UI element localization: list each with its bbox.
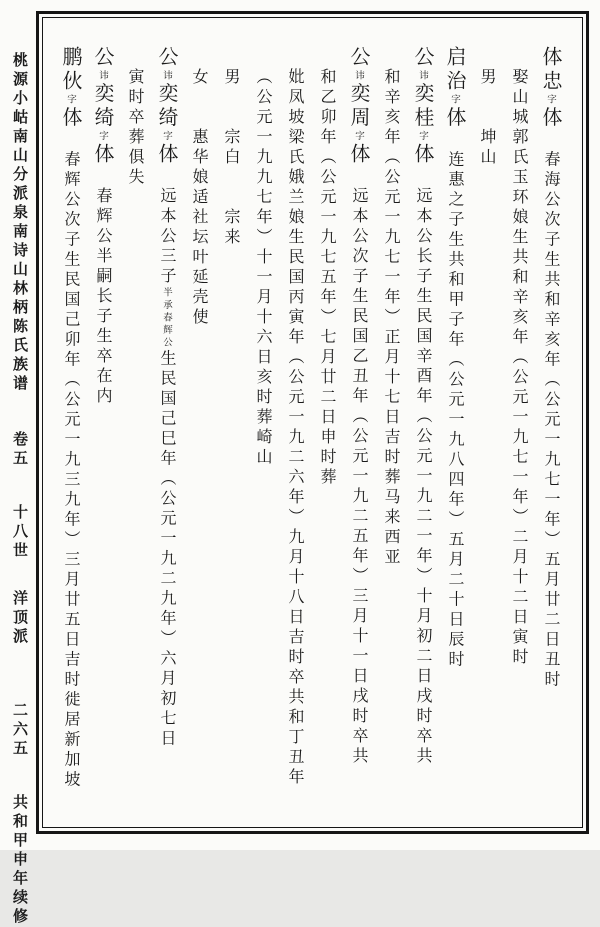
entry-text: 男 宗白 宗来	[222, 68, 239, 248]
person-name: 公	[411, 46, 433, 70]
entry-text: 连惠之子生共和甲子年（公元一九八四年）五月二十日辰时	[446, 130, 463, 671]
entry-text: 春辉公次子生民国己卯年（公元一九三九年）三月廿五日吉时徙居新加坡	[62, 130, 79, 791]
interlinear-annotation: 讳	[161, 70, 171, 83]
text-column-9	[278, 28, 310, 855]
text-column-3	[470, 28, 502, 855]
entry-text: 春海公次子生共和辛亥年（公元一九七一年）五月廿二日丑时	[542, 130, 559, 691]
interlinear-annotation: 字	[65, 94, 75, 107]
interlinear-annotation: 讳	[353, 70, 363, 83]
person-name: 鹏伙	[59, 46, 81, 94]
entry-text: 妣凤坡梁氏娥兰娘生民国丙寅年（公元一九二六年）九月十八日吉时卒共和丁丑年	[286, 68, 303, 788]
edition-label: 共和甲申年续修	[11, 794, 28, 927]
genealogy-text-area	[53, 28, 566, 815]
person-name: 公	[347, 46, 369, 70]
generation-label: 十八世	[11, 504, 28, 561]
entry-text: 女 惠华娘适社坛叶延壳使	[190, 68, 207, 328]
person-name: 体	[443, 106, 465, 131]
person-name: 体	[539, 106, 561, 131]
entry-text: 和辛亥年（公元一九七一年）正月十七日吉时葬马来西亚	[382, 68, 399, 568]
person-name: 奕桂	[411, 82, 433, 131]
person-name: 奕绮	[91, 82, 113, 131]
page-border-outer	[36, 11, 589, 834]
person-name: 奕绮	[155, 82, 177, 131]
text-column-4	[438, 28, 470, 833]
person-name: 奕周	[347, 82, 369, 131]
volume-label: 卷五	[11, 431, 28, 469]
person-name: 启治	[443, 46, 465, 94]
book-title: 桃源小岵南山分派泉南诗山林柄陈氏族谱	[11, 52, 28, 394]
entry-text: 远本公长子生民国辛酉年（公元一九二一年）十月初二日戌时卒共	[414, 167, 431, 767]
interlinear-annotation: 字	[353, 130, 363, 143]
entry-text: 男 坤山	[478, 68, 495, 168]
entry-text: 娶山城郭氏玉环娘生共和辛亥年（公元一九七一年）二月十二日寅时	[510, 68, 527, 668]
entry-text: 春辉公半嗣长子生卒在内	[94, 167, 111, 407]
interlinear-annotation: 半承春辉公	[161, 287, 171, 350]
text-column-14	[118, 28, 150, 855]
text-column-2	[502, 28, 534, 855]
spine-label	[5, 52, 33, 927]
entry-text: 寅时卒葬俱失	[126, 68, 143, 188]
text-column-10	[246, 28, 278, 855]
text-column-11	[214, 28, 246, 855]
entry-text: 生民国己巳年（公元一九二九年）六月初七日	[158, 349, 175, 750]
page-border-inner	[42, 17, 583, 828]
text-column-1	[534, 28, 566, 833]
branch-label: 洋顶派	[11, 590, 28, 647]
text-column-7	[342, 28, 374, 833]
person-name: 体	[347, 143, 369, 167]
interlinear-annotation: 讳	[417, 70, 427, 83]
text-column-15	[86, 28, 118, 833]
person-name: 体	[59, 106, 81, 131]
interlinear-annotation: 字	[417, 130, 427, 143]
person-name: 体	[91, 143, 113, 167]
interlinear-annotation: 字	[97, 130, 107, 143]
entry-text: 远本公三子	[158, 167, 175, 287]
text-column-8	[310, 28, 342, 855]
text-column-12	[182, 28, 214, 855]
entry-text: 远本公次子生民国乙丑年（公元一九二五年）三月十一日戌时卒共	[350, 167, 367, 767]
interlinear-annotation: 字	[161, 130, 171, 143]
text-column-5	[406, 28, 438, 833]
text-column-13	[150, 28, 182, 833]
person-name: 公	[91, 46, 113, 70]
person-name: 体	[411, 143, 433, 167]
interlinear-annotation: 字	[545, 94, 555, 107]
entry-text: 和乙卯年（公元一九七五年）七月廿二日申时葬	[318, 68, 335, 488]
person-name: 公	[155, 46, 177, 70]
interlinear-annotation: 讳	[97, 70, 107, 83]
text-column-6	[374, 28, 406, 855]
person-name: 体忠	[539, 46, 561, 94]
person-name: 体	[155, 143, 177, 167]
page-number: 二六五	[11, 702, 28, 759]
interlinear-annotation: 字	[449, 94, 459, 107]
entry-text: （公元一九九七年）十一月十六日亥时葬崎山	[254, 68, 271, 468]
text-column-16	[54, 28, 86, 833]
